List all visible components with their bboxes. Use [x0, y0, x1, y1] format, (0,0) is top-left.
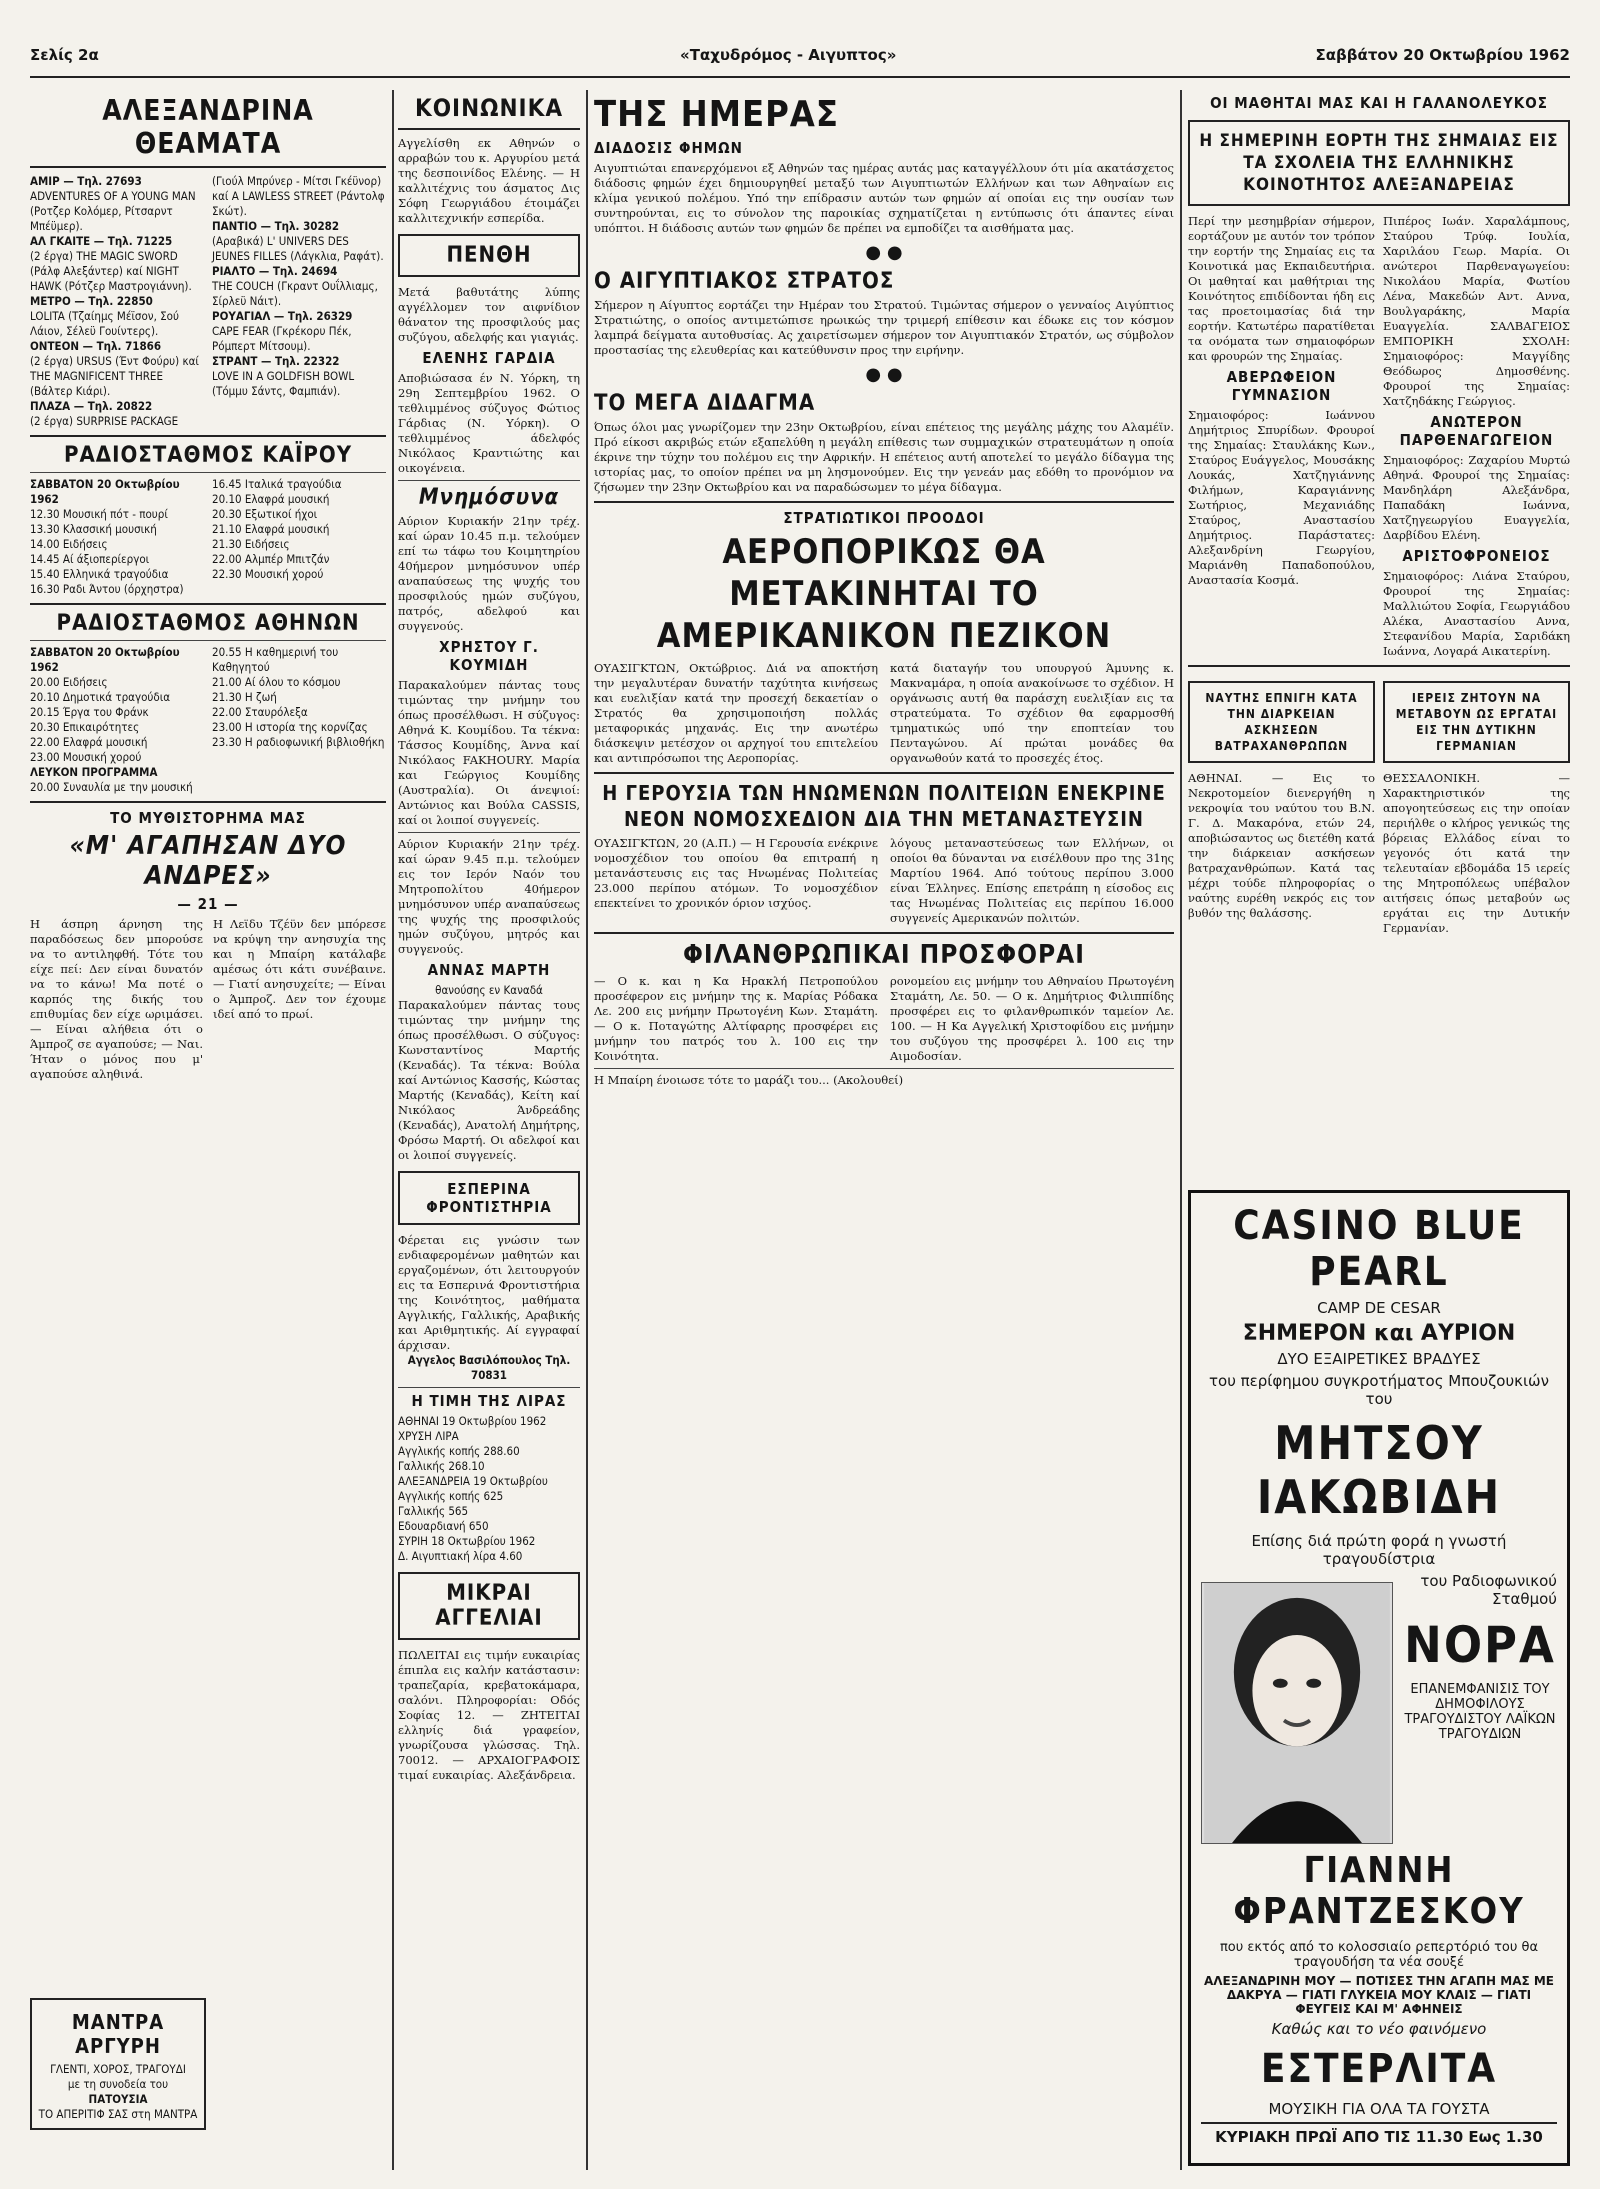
theatres-list-left	[30, 174, 204, 429]
tutoring-heading: ΕΣΠΕΡΙΝΑ ΦΡΟΝΤΙΣΤΗΡΙΑ	[426, 1180, 552, 1216]
casino-line: ΕΠΑΝΕΜΦΑΝΙΣΙΣ ΤΟΥ ΔΗΜΟΦΙΛΟΥΣ ΤΡΑΓΟΥΔΙΣΤΟΥ ΛΑΪΚΩΝ ΤΡΑΓΟΥΔΙΩΝ	[1404, 1682, 1556, 1742]
theatre-entry: LOVE IN A GOLDFISH BOWL (Τόμμυ Σάντς, Φαμπιάν).	[212, 369, 355, 398]
gold-line: ΑΛΕΞΑΝΔΡΕΙΑ 19 Οκτωβρίου	[398, 1474, 548, 1488]
casino-line: που εκτός από το κολοσσιαίο ρεπερτόριό του θα τραγουδήση τα νέα σουξέ	[1219, 1940, 1539, 1970]
issue-date: Σαββάτον 20 Οκτωβρίου 1962	[1315, 46, 1570, 64]
artist-name: ΝΟΡΑ	[1404, 1616, 1556, 1674]
deceased-name: ΧΡΗΣΤΟΥ Γ. ΚΟΥΜΙΔΗ	[439, 638, 539, 674]
theatres-heading: ΑΛΕΞΑΝΔΡΙΝΑ ΘΕΑΜΑΤΑ	[102, 94, 314, 160]
gold-line: ΑΘΗΝΑΙ 19 Οκτωβρίου 1962	[398, 1414, 547, 1428]
athens-schedule-left	[30, 645, 204, 795]
casino-line: Καθώς και το νέο φαινόμενο	[1271, 2020, 1487, 2038]
deceased-name: ΕΛΕΝΗΣ ΓΑΡΔΙΑ	[422, 349, 556, 367]
radio-entry: 20.10 Δημοτικά τραγούδια	[30, 690, 171, 704]
priests-text: ΘΕΣΣΑΛΟΝΙΚΗ. — Χαρακτηριστικόν της απογοητεύσεως εις την οποίαν περιήλθε ο κλήρος γενικώς της βόρειας Ελλάδος είναι το γεγονός ότι κατά την τελευταίαν εβδομάδα 15 ιερείς της Μητροπόλεως υπέβαλον αιτήσεις όπως μεταβούν ως εργάται εις την Δυτικήν Γερμανίαν.	[1383, 771, 1570, 935]
theatre-entry: ΠΑΝΤΙΟ — Τηλ. 30282	[212, 219, 340, 233]
casino-line: του περίφημου συγκροτήματος Μπουζουκιών του	[1208, 1372, 1549, 1408]
deceased-subtitle: θανούσης εν Καναδά	[435, 983, 543, 997]
radio-entry: 22.30 Μουσική χορού	[212, 567, 324, 581]
gold-line: Εδουαρδιανή 650	[398, 1519, 489, 1533]
radio-entry: 16.45 Ιταλικά τραγούδια	[212, 477, 342, 491]
radio-entry: 20.55 Η καθημερινή του Καθηγητού	[212, 645, 339, 674]
theatre-entry: ΟΝΤΕΟΝ — Τηλ. 71866	[30, 339, 162, 353]
army-heading: Ο ΑΙΓΥΠΤΙΑΚΟΣ ΣΤΡΑΤΟΣ	[594, 269, 895, 294]
column-news	[594, 90, 1174, 2170]
theatre-entry: CAPE FEAR (Γκρέκορυ Πέκ, Ρόμπερτ Μίτσουμ).	[212, 324, 352, 353]
novel-text: Η Λεϊδυ Τζέϋν δεν μπόρεσε να κρύψη την ανησυχία της και η Μπαίρη κατάλαβε αμέσως ότι κάτι συνέβαινε. — Γιατί ανησυχείτε; — Είναι ο Άμπροζ. Δεν τον έχουμε ιδεί από το πρωί.	[213, 917, 386, 1021]
classifieds-text: ΠΩΛΕΙΤΑΙ εις τιμήν ευκαιρίας έπιπλα εις καλήν κατάστασιν: τραπεζαρία, κρεβατοκάμαρα, σαλόνι. Πληροφορίαι: Οδός Σοφίας 12. — ΖΗΤΕΙΤΑΙ ελληνίς διά γραφείον, γνωρίζουσα γλώσσας. Τηλ. 70012. — ΑΡΧΑΙΟΓΡΑΦΟΙΣ τιμαί ευκαιρίας. Αλεξάνδρεια.	[398, 1648, 580, 1782]
tutoring-text: Φέρεται εις γνώσιν των ενδιαφερομένων μαθητών και εργαζομένων, ότι λειτουργούν εις τα Εσπερινά Φροντιστήρια της Κοινότητος, μαθήματα Αγγλικής, Γαλλικής, Αραβικής και Αριθμητικής. Αί εγγραφαί άρχισαν.	[398, 1233, 580, 1352]
casino-line: ΔΥΟ ΕΞΑΙΡΕΤΙΚΕΣ ΒΡΑΔΥΕΣ	[1277, 1350, 1481, 1368]
school-text: Σημαιοφόρος: Λιάνα Σταύρου, Φρουροί της Σημαίας: Μαλλιώτου Σοφία, Γεωργιάδου Αλέκα, Αναστασίου Αννα, Στεφανίδου Μαρία, Σαριδάκη Ιωάννα, Λογαρά Αικατερίνη.	[1383, 569, 1570, 658]
social-heading: ΚΟΙΝΩΝΙΚΑ	[414, 94, 564, 122]
theatre-entry: ΠΛΑΖΑ — Τηλ. 20822	[30, 399, 153, 413]
gold-prices	[398, 1414, 580, 1564]
novel-text: Η άσπρη άρνηση της παραδόσεως δεν μπορούσε να το αντιληφθή. Τότε του είχε πεί: Δεν είναι δυνατόν να το κάνω! Μα ποτέ ο καρπός της δικής του επιθυμίας δεν είχε ωριμάσει. — Είναι αλήθεια ότι ο Άμπροζ σε αγαπούσε; — Ναι. Ήταν ο μόνος που μ' αγαπούσε αληθινά.	[30, 917, 203, 1081]
radio-entry: 23.30 Η ραδιοφωνική βιβλιοθήκη	[212, 735, 385, 749]
athens-radio-heading: ΡΑΔΙΟΣΤΑΘΜΟΣ ΑΘΗΝΩΝ	[56, 611, 360, 636]
mourning-text: Μετά βαθυτάτης λύπης αγγέλλομεν τον αιφνίδιον θάνατον της προσφιλούς μας συζύγου, αδελφής και γιαγιάς.	[398, 285, 580, 344]
column-schools	[1188, 90, 1570, 2170]
singer-portrait	[1201, 1582, 1393, 1844]
theatre-entry: (Αραβικά) L' UNIVERS DES JEUNES FILLES (Λάγκλια, Ραφάτ).	[212, 234, 384, 263]
novel-title: «Μ' ΑΓΑΠΗΣΑΝ ΔΥΟ ΑΝΔΡΕΣ»	[69, 831, 347, 891]
rumor-text: Αιγυπτιώται επανερχόμενοι εξ Αθηνών τας ημέρας αυτάς μας καταγγέλλουν ότι μία ακατάσχετος διάδοσις φημών έχει δημιουργηθεί μεταξύ των Αιγυπτιωτών Ελλήνων και των Αθηναίων εις κλίμα γενικού πολέμου. Υπό την επίδρασιν αυτών των φημών αί οποίαι εις την ουσίαν των συντηρούνται, εις το σύνολον της παροικίας σχηματίζεται η εντύπωσις ότι άπαντες είναι υπόπτοι. Η διάδοσις αυτών των φημών δε πρέπει να εμποδίζει τα αισθήματα μας.	[594, 161, 1174, 235]
charity-heading: ΦΙΛΑΝΘΡΩΠΙΚΑΙ ΠΡΟΣΦΟΡΑΙ	[683, 940, 1085, 970]
memorial-details: Παρακαλούμεν πάντας τους τιμώντας την μνήμην της όπως προσέλθωσι. Ο σύζυγος: Κωνσταντίνος Μαρτής (Κεναδάς). Τα τέκνα: Βούλα καί Αντώνιος Κασσής, Κώστας Μαρτής (Κεναδάς), Κείτη καί Νικόλαος Άνδρεάδης (Κεναδάς), Ανατολή Δημήτρης, Φρόσω Μαρτή. Οι αδελφοί και οι λοιποί συγγενείς.	[398, 998, 580, 1162]
memorial-heading: Μνημόσυνα	[418, 485, 560, 510]
rumor-heading: ΔΙΑΔΟΣΙΣ ΦΗΜΩΝ	[594, 139, 743, 157]
ad-title: ΜΑΝΤΡΑ ΑΡΓΥΡΗ	[71, 2010, 165, 2058]
charity-text: ρονομείου εις μνήμην του Αθηναίου Πρωτογένη Σταμάτη, Λε. 50. — Ο κ. Δημήτριος Φιλιππίδης προσφέρει εις το φιλανθρωπικόν ταμείον Λε. 100. — Η Κα Αγγελική Χριστοφίδου εις μνήμην του συζύγου της προσφέρει λ. 100 εις την Αιμοδοσίαν.	[890, 974, 1174, 1063]
deceased-name: ΑΝΝΑΣ ΜΑΡΤΗ	[427, 961, 551, 979]
theatre-entry: THE COUCH (Γκραντ Ουΐλλιαμς, Σίρλεϋ Νάιτ).	[212, 279, 378, 308]
ad-line: με τη συνοδεία του	[67, 2077, 169, 2091]
progress-heading: ΣΤΡΑΤΙΩΤΙΚΟΙ ΠΡΟΟΔΟΙ	[783, 509, 985, 527]
masthead	[30, 40, 1570, 78]
senate-heading: Η ΓΕΡΟΥΣΙΑ ΤΩΝ ΗΝΩΜΕΝΩΝ ΠΟΛΙΤΕΙΩΝ ΕΝΕΚΡΙΝΕ ΝΕΟΝ ΝΟΜΟΣΧΕΔΙΟΝ ΔΙΑ ΤΗΝ ΜΕΤΑΝΑΣΤΕΥΣΙΝ	[602, 781, 1166, 831]
gold-line: ΧΡΥΣΗ ΛΙΡΑ	[398, 1429, 459, 1443]
school-heading: ΑΒΕΡΩΦΕΙΟΝ ΓΥΜΝΑΣΙΟΝ	[1226, 368, 1337, 404]
casino-line: του Ραδιοφωνικού Σταθμού	[1420, 1572, 1557, 1608]
theatre-entry: (Γιούλ Μπρύνερ - Μίτσι Γκέϋνορ) καί A LAWLESS STREET (Ράντολφ Σκώτ).	[212, 174, 385, 218]
ad-line: ΠΑΤΟΥΣΙΑ	[88, 2092, 148, 2106]
cairo-schedule-right	[212, 477, 386, 597]
theatres-list-right	[212, 174, 386, 429]
students-heading: Η ΣΗΜΕΡΙΝΗ ΕΟΡΤΗ ΤΗΣ ΣΗΜΑΙΑΣ ΕΙΣ ΤΑ ΣΧΟΛΕΙΑ ΤΗΣ ΕΛΛΗΝΙΚΗΣ ΚΟΙΝΟΤΗΤΟΣ ΑΛΕΞΑΝΔΡΕΙΑΣ	[1199, 131, 1559, 195]
radio-entry: 21.30 Η ζωή	[212, 690, 277, 704]
gold-line: Γαλλικής 565	[398, 1504, 469, 1518]
radio-entry: 21.10 Ελαφρά μουσική	[212, 522, 330, 536]
army-text: Σήμερον η Αίγυπτος εορτάζει την Ημέραν του Στρατού. Τιμώντας σήμερον ο γενναίος Αιγύπτιος Στρατιώτης, ο οποίος αντιμετώπισε ηρωικώς την τριμερή επίθεσιν και έδωκε εις τον κόσμον λαμπρά δείγματα αυτοθυσίας. Ας χαιρετίσωμεν σήμερον τον Αιγυπτιακόν Στρατόν, ως σύμβολον προστασίας της ελευθερίας και κατεύθυνσιν προς την ειρήνην.	[594, 298, 1174, 357]
radio-entry: ΛΕΥΚΟΝ ΠΡΟΓΡΑΜΜΑ	[30, 765, 158, 779]
gold-line: Γαλλικής 268.10	[398, 1459, 485, 1473]
lesson-text: Όπως όλοι μας γνωρίζομεν την 23ην Οκτωβρίου, είναι επέτειος της μεγάλης μάχης του Αλαμέϊν. Πρό είκοσι ακριβώς ετών εξαπελύθη η μεγάλη επίθεσις των συμμαχικών στρατευμάτων η οποία έκρινε την τύχην του πολέμου εις την Αφρικήν. Η επέτειος αυτή αποτελεί το μεγάλο δίδαγμα της ιστορίας μας, το οποίον πρέπει να μη λησμονούμεν. Εις την γενεάν μας εδόθη το προνόμιον να ζήσωμεν την 23ην Οκτωβρίου και να παραδώσωμεν το μέγα δίδαγμα.	[594, 420, 1174, 494]
casino-sunday: ΚΥΡΙΑΚΗ ΠΡΩΪ ΑΠΟ ΤΙΣ 11.30 Εως 1.30	[1201, 2122, 1557, 2146]
radio-entry: 23.00 Μουσική χορού	[30, 750, 142, 764]
radio-entry: 20.30 Επικαιρότητες	[30, 720, 140, 734]
theatre-entry: ΑΜΙΡ — Τηλ. 27693	[30, 174, 142, 188]
radio-entry: 13.30 Κλασσική μουσική	[30, 522, 157, 536]
casino-line: ΜΟΥΣΙΚΗ ΓΙΑ ΟΛΑ ΤΑ ΓΟΥΣΤΑ	[1268, 2100, 1490, 2118]
casino-blue-pearl-ad	[1188, 1190, 1570, 2166]
mourning-details: Αποβιώσασα έν Ν. Υόρκη, τη 29η Σεπτεμβρίου 1962. Ο τεθλιμμένος σύζυγος Φώτιος Γάρδιας (Ν. Υόρκη). Ο τεθλιμμένος άδελφός Νικόλαος Κραντιώτης και οικογένεια.	[398, 371, 580, 475]
theatre-entry: LOLITA (Τζαίημς Μέϊσον, Σού Λάιον, Σέλεϋ Γουίντερς).	[30, 309, 179, 338]
theatre-entry: ΑΛ ΓΚΑΙΤΕ — Τηλ. 71225	[30, 234, 173, 248]
novel-episode: — 21 —	[177, 895, 239, 913]
school-heading: ΑΝΩΤΕΡΟΝ ΠΑΡΘΕΝΑΓΩΓΕΙΟΝ	[1399, 413, 1554, 449]
senate-text: λόγους μεταναστεύσεως των Ελλήνων, οι οποίοι θα δύνανται να εισέλθουν προ της 31ης Μαρτίου 1964. Από τούτους περίπου 3.000 είναι Έλληνες. Επίσης επετράπη η είσοδος εις τας Ηνωμένας Πολιτείας εις περίπου 16.000 συγγενείς Αμερικανών πολιτών.	[890, 836, 1174, 925]
gold-line: ΣΥΡΙΗ 18 Οκτωβρίου 1962	[398, 1534, 536, 1548]
radio-entry: 14.00 Ειδήσεις	[30, 537, 108, 551]
gold-heading: Η ΤΙΜΗ ΤΗΣ ΛΙΡΑΣ	[411, 1392, 567, 1410]
column-entertainment	[30, 90, 386, 2170]
memorial-text: Αύριον Κυριακήν 21ην τρέχ. καί ώραν 9.45 π.μ. τελούμεν εις τον Ιερόν Ναόν του Μητροπολίτου 40ήμερον μνημόσυνον υπέρ αναπαύσεως της ψυχής της προσφιλούς ημών συζύγου, μητρός και συγγενούς.	[398, 837, 580, 956]
tutoring-sign: Αγγελος Βασιλόπουλος Τηλ. 70831	[407, 1353, 571, 1382]
sailor-heading: ΝΑΥΤΗΣ ΕΠΝΙΓΗ ΚΑΤΑ ΤΗΝ ΔΙΑΡΚΕΙΑΝ ΑΣΚΗΣΕΩΝ ΒΑΤΡΑΧΑΝΘΡΩΠΩΝ	[1205, 691, 1358, 753]
lesson-heading: ΤΟ ΜΕΓΑ ΔΙΔΑΓΜΑ	[594, 391, 816, 416]
radio-entry: 22.00 Ελαφρά μουσική	[30, 735, 148, 749]
radio-entry: 22.00 Σταυρόλεξα	[212, 705, 308, 719]
memorial-text: Αύριον Κυριακήν 21ην τρέχ. καί ώραν 10.45 π.μ. τελούμεν επί τω τάφω του Κοιμητηρίου 40ήμερον μνημόσυνον υπέρ αναπαύσεως της ψυχής του προσφιλούς ημών συζύγου, πατρός, αδελφού και συγγενούς.	[398, 514, 580, 633]
radio-entry: 22.00 Αλμπέρ Μπιτζάν	[212, 552, 330, 566]
memorial-details: Παρακαλούμεν πάντας τους τιμώντας την μνήμην του όπως προσέλθωσι. Η σύζυγος: Αθηνά Κ. Κουμίδου. Τα τέκνα: Τάσσος Κουμίδης, Άννα καί Νικόλαος FAKHOURY. Μαρία και Γεώργιος Κουμίδης (Αυστραλία). Οι άνεψιοί: Αντώνιος και Βούλα CASSIS, καί οι λοιποί συγγενείς.	[398, 678, 580, 827]
students-text: Περί την μεσημβρίαν σήμερον, εορτάζουν με αυτόν τον τρόπον την εορτήν της Σημαίας εις τα Κοινοτικά μας Εκπαιδευτήρια. Οι μαθηταί και μαθήτριαι της Κοινότητος επιδίδονται ήδη εις τας προετοιμασίας διά την εορτήν. Κατωτέρω παρατίθεται τα ονόματα των σημαιοφόρων και φρουρών της Σημαίας.	[1188, 214, 1375, 363]
theatre-entry: (2 έργα) SURPRISE PACKAGE	[30, 414, 179, 428]
social-text: Αγγελίσθη εκ Αθηνών ο αρραβών του κ. Αργυρίου μετά της δεσποινίδος Ελένης. — Η καλλιτέχνις του άσματος Δις Σόφη Γεωργιάδου έτοιμάζει καλλιτεχνικήν εσπερίδα.	[398, 136, 580, 225]
cairo-radio-heading: ΡΑΔΙΟΣΤΑΘΜΟΣ ΚΑΪΡΟΥ	[63, 443, 353, 468]
students-text: Πιπέρος Ιωάν. Χαραλάμπους, Σταύρου Τρύφ. Ιουλία, Χαριλάου Γεωρ. Μαρία. Οι ανώτεροι Παρθεναγωγείου: Νικολάου Μαρία, Φωτίου Λένα, Μακεδών Αντ. Αννα, Βουλγαράκης, Μαρία Ευαγγελία. ΣΑΛΒΑΓΕΙΟΣ ΕΜΠΟΡΙΚΗ ΣΧΟΛΗ: Σημαιοφόρος: Μαγγίδης Θεόδωρος Δημοσθένης. Φρουροί της Σημαίας: Χατζηδάκης Γεώργιος.	[1383, 214, 1570, 408]
athens-date: ΣΑΒΒΑΤΟΝ 20 Οκτωβρίου 1962	[30, 645, 180, 674]
air-heading: ΑΕΡΟΠΟΡΙΚΩΣ ΘΑ ΜΕΤΑΚΙΝΗΤΑΙ ΤΟ ΑΜΕΡΙΚΑΝΙΚΟΝ ΠΕΖΙΚΟΝ	[656, 532, 1112, 656]
artist-name: ΜΗΤΣΟΥ ΙΑΚΩΒΙΔΗ	[1256, 1416, 1502, 1524]
athens-schedule-right	[212, 645, 386, 795]
school-text: Σημαιοφόρος: Ζαχαρίου Μυρτώ Αθηνά. Φρουροί της Σημαίας: Μανδηλάρη Αλεξάνδρα, Παπαδάκη Ιωάννα, Χατζηγεωργίου Ευαγγελία, Δαρβίδου Ελένη.	[1383, 453, 1570, 542]
casino-name: CASINO BLUE PEARL	[1233, 1203, 1525, 1295]
theatre-entry: ΡΟΥΑΓΙΑΛ — Τηλ. 26329	[212, 309, 353, 323]
senate-text: ΟΥΑΣΙΓΚΤΩΝ, 20 (Α.Π.) — Η Γερουσία ενέκρινε νομοσχέδιον του οποίου θα επιτραπή η μετανάστευσις εις τας Ηνωμένας Πολιτείας 23.000 περίπου ατόμων. Το νομοσχέδιον επεκτείνει το χρονικόν όριον ισχύος.	[594, 836, 878, 910]
priests-heading: ΙΕΡΕΙΣ ΖΗΤΟΥΝ ΝΑ ΜΕΤΑΒΟΥΝ ΩΣ ΕΡΓΑΤΑΙ ΕΙΣ ΤΗΝ ΔΥΤΙΚΗΝ ΓΕΡΜΑΝΙΑΝ	[1395, 691, 1558, 753]
radio-entry: 20.30 Εξωτικοί ήχοι	[212, 507, 318, 521]
portrait-image	[1202, 1583, 1392, 1843]
novel-label: ΤΟ ΜΥΘΙΣΤΟΡΗΜΑ ΜΑΣ	[110, 809, 306, 827]
separator: ● ●	[865, 242, 903, 263]
radio-entry: 20.00 Συναυλία με την μουσική	[30, 780, 193, 794]
artist-name: ΓΙΑΝΝΗ ΦΡΑΝΤΖΕΣΚΟΥ	[1233, 1850, 1525, 1932]
radio-entry: 20.00 Ειδήσεις	[30, 675, 108, 689]
radio-entry: 21.00 Αί όλου το κόσμου	[212, 675, 341, 689]
gold-line: Δ. Αιγυπτιακή λίρα 4.60	[398, 1549, 523, 1563]
novel-continuation: Η Μπαίρη ένοιωσε τότε το μαράζι του... (Ακολουθεί)	[594, 1073, 904, 1087]
ad-line: ΤΟ ΑΠΕΡΙΤΙΦ ΣΑΣ στη ΜΑΝΤΡΑ	[38, 2107, 198, 2121]
column-rule	[392, 90, 394, 2170]
separator: ● ●	[865, 364, 903, 385]
students-kicker: ΟΙ ΜΑΘΗΤΑΙ ΜΑΣ ΚΑΙ Η ΓΑΛΑΝΟΛΕΥΚΟΣ	[1210, 94, 1548, 112]
mantra-argyri-ad	[30, 1998, 206, 2130]
sailor-text: ΑΘΗΝΑΙ. — Εις το Νεκροτομείον διενεργήθη η νεκροψία του ναύτου του Β.Ν. Γ. Δ. Μακαρόνα, ετών 24, αποβιώσαντος ως διετέθη κατά την διάρκειαν ασκήσεων βατραχανθρώπων. Κατά τας μέχρι τούδε πληροφορίας ο ναύτης ευρέθη νεκρός εις τον βυθόν της θαλάσσης.	[1188, 771, 1375, 920]
casino-songs: ΑΛΕΞΑΝΔΡΙΝΗ ΜΟΥ — ΠΟΤΙΣΕΣ ΤΗΝ ΑΓΑΠΗ ΜΑΣ ΜΕ ΔΑΚΡΥΑ — ΓΙΑΤΙ ΓΛΥΚΕΙΑ ΜΟΥ ΚΛΑΙΣ — ΓΙΑΤΙ ΦΕΥΓΕΙΣ ΚΑΙ Μ' ΑΦΗΝΕΙΣ	[1203, 1974, 1555, 2016]
radio-entry: 21.30 Ειδήσεις	[212, 537, 290, 551]
page-label: Σελίς 2α	[30, 46, 99, 64]
column-social	[398, 90, 580, 2170]
theatre-entry: ADVENTURES OF A YOUNG MAN (Ροτζερ Κολόμερ, Ρίτσαρντ Μπέϋμερ).	[30, 189, 196, 233]
radio-entry: 20.10 Ελαφρά μουσική	[212, 492, 330, 506]
column-rule	[586, 90, 588, 2170]
column-rule	[1180, 90, 1182, 2170]
day-heading: ΤΗΣ ΗΜΕΡΑΣ	[594, 94, 840, 135]
cairo-date: ΣΑΒΒΑΤΟΝ 20 Οκτωβρίου 1962	[30, 477, 180, 506]
radio-entry: 20.15 Έργα του Φράνκ	[30, 705, 149, 719]
cairo-schedule-left	[30, 477, 204, 597]
theatre-entry: ΜΕΤΡΟ — Τηλ. 22850	[30, 294, 153, 308]
artist-name: ΕΣΤΕΡΛΙΤΑ	[1260, 2046, 1498, 2092]
radio-entry: 12.30 Μουσική πότ - πουρί	[30, 507, 168, 521]
casino-when: ΣΗΜΕΡΟΝ και ΑΥΡΙΟΝ	[1242, 1321, 1516, 1346]
casino-line: Επίσης διά πρώτη φορά η γνωστή τραγουδίστρια	[1251, 1532, 1507, 1568]
newspaper-page	[30, 40, 1570, 2170]
mourning-heading: ΠΕΝΘΗ	[446, 243, 532, 268]
radio-entry: 16.30 Ραδι Άντου (όρχηστρα)	[30, 582, 184, 596]
school-text: Σημαιοφόρος: Ιωάννου Δημήτριος Σπυρίδων. Φρουροί της Σημαίας: Σταυλάκης Κων., Σταύρος Ευάγγελος, Μουσάκης Λουκάς, Χατζηγιάννης Φιλήμων, Καραγιάννης Σωτήριος, Μεχανιάδης Σταύρος, Αναστασίου Δημήτριος. Παράστατες: Αλεξανδρίνη Γεωργίου, Μαριάνθη Παπαδοπούλου, Αναστασία Κοσμά.	[1188, 408, 1375, 587]
theatre-entry: (2 έργα) URSUS (Έντ Φούρυ) καί THE MAGNIFICENT THREE (Βάλτερ Κιάρι).	[30, 354, 199, 398]
air-text: ΟΥΑΣΙΓΚΤΩΝ, Οκτώβριος. Διά να αποκτήση την μεγαλυτέραν δυνατήν ταχύτητα κινήσεως και ευελιξίαν κατά την προσεχή δεκαετίαν ο Στρατός θα χρησιμοποιήση πολλάς μεταφορικάς μηχανάς. Εις την ανωτέρω διάσκεψιν μετέσχον οι αρχηγοί του επιτελείου και αντιπρόσωποι της Αεροπορίας.	[594, 661, 878, 765]
radio-entry: 23.00 Η ιστορία της κορνίζας	[212, 720, 368, 734]
charity-text: — Ο κ. και η Κα Ηρακλή Πετροπούλου προσέφερον εις μνήμην της κ. Μαρίας Ρόδακα Λε. 200 εις μνήμην Πρωτογένη Κων. Σταμάτη. — Ο κ. Ποταγώτης Αλτίφαρης προσφέρει εις μνήμην του πατρός του λ. 100 εις την Κοινότητα.	[594, 974, 878, 1063]
gold-line: Αγγλικής κοπής 625	[398, 1489, 504, 1503]
classifieds-heading: ΜΙΚΡΑΙ ΑΓΓΕΛΙΑΙ	[435, 1581, 543, 1631]
school-heading: ΑΡΙΣΤΟΦΡΟΝΕΙΟΣ	[1402, 547, 1551, 565]
theatre-entry: (2 έργα) THE MAGIC SWORD (Ράλφ Αλεξάντερ) καί NIGHT HAWK (Ρότζερ Μαστρογιάννη).	[30, 249, 192, 293]
gold-line: Αγγλικής κοπής 288.60	[398, 1444, 520, 1458]
theatre-entry: ΡΙΑΛΤΟ — Τηλ. 24694	[212, 264, 338, 278]
radio-entry: 14.45 Αί άξιοπερίεργοι	[30, 552, 150, 566]
radio-entry: 15.40 Ελληνικά τραγούδια	[30, 567, 169, 581]
casino-subtitle: CAMP DE CESAR	[1317, 1299, 1441, 1317]
ad-line: ΓΛΕΝΤΙ, ΧΟΡΟΣ, ΤΡΑΓΟΥΔΙ	[50, 2062, 186, 2076]
theatre-entry: ΣΤΡΑΝΤ — Τηλ. 22322	[212, 354, 340, 368]
air-text: κατά διαταγήν του υπουργού Άμυνης κ. Μακναμάρα, η οποία ανακοίνωσε το σχέδιον. Η οργάνωσις αυτή θα παράσχη ευελιξίαν εις τα στρατεύματα. Το σχέδιον θα εφαρμοσθή τμηματικώς υπό την εποπτείαν του Πενταγώνου. Αί πρώται μονάδες θα οργανωθούν κατά το προσεχές έτος.	[890, 661, 1174, 765]
paper-name: «Ταχυδρόμος - Αιγυπτος»	[680, 46, 897, 64]
